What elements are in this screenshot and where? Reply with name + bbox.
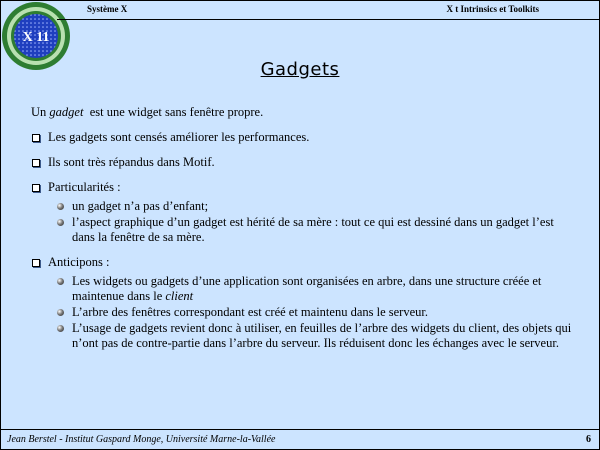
slide-title: Gadgets	[260, 59, 340, 80]
round-bullet-icon	[57, 325, 64, 332]
bullet-label: Particularités :	[48, 180, 121, 194]
round-bullet-icon	[57, 309, 64, 316]
bullet-motif	[31, 155, 576, 170]
square-bullet-icon	[32, 259, 40, 267]
round-bullet-icon	[57, 278, 64, 285]
sub-list	[48, 199, 576, 245]
bullet-text: Ils sont très répandus dans Motif.	[48, 155, 215, 169]
square-bullet-icon	[32, 159, 40, 167]
bullet-text: Les gadgets sont censés améliorer les performances.	[48, 130, 310, 144]
sub-text: L’usage de gadgets revient donc à utiliser, en feuilles de l’arbre des widgets du client, des objets qui n’ont pas de contre-partie dans l’arbre du serveur. Ils réduisent donc les échanges avec le serveur.	[72, 321, 572, 350]
slide-content	[31, 105, 576, 361]
square-bullet-icon	[32, 134, 40, 142]
sub-item	[48, 215, 576, 245]
header-left: Système X	[87, 4, 128, 14]
header-divider	[57, 19, 599, 20]
intro-prefix: Un	[31, 105, 50, 119]
bullet-performance	[31, 130, 576, 145]
square-bullet-icon	[32, 184, 40, 192]
bullet-anticipons	[31, 255, 576, 351]
sub-text: l’aspect graphique d’un gadget est hérité de sa mère : tout ce qui est dessiné dans un gadget l’est dans la fenêtre de sa mère.	[72, 215, 554, 244]
sub-item	[48, 199, 576, 214]
footer-author: Jean Berstel - Institut Gaspard Monge, Université Marne-la-Vallée	[7, 434, 276, 445]
footer-divider	[1, 429, 599, 430]
round-bullet-icon	[57, 203, 64, 210]
sub-term: client	[165, 289, 194, 303]
round-bullet-icon	[57, 219, 64, 226]
sub-text: Les widgets ou gadgets d’une application sont organisées en arbre, dans une structure créée et maintenue dans le	[72, 274, 542, 303]
sub-item	[48, 321, 576, 351]
sub-text: un gadget n’a pas d’enfant;	[72, 199, 209, 213]
sub-item	[48, 274, 576, 304]
intro-suffix: est une widget sans fenêtre propre.	[83, 105, 264, 119]
sub-item	[48, 305, 576, 320]
sub-list	[48, 274, 576, 351]
page-number: 6	[586, 434, 591, 445]
intro-line	[31, 105, 576, 120]
intro-term: gadget	[49, 105, 84, 119]
logo-text: X 11	[22, 30, 50, 45]
header-right: X t Intrinsics et Toolkits	[446, 4, 539, 14]
sub-text: L’arbre des fenêtres correspondant est créé et maintenu dans le serveur.	[72, 305, 428, 319]
bullet-particularites	[31, 180, 576, 245]
bullet-label: Anticipons :	[48, 255, 110, 269]
